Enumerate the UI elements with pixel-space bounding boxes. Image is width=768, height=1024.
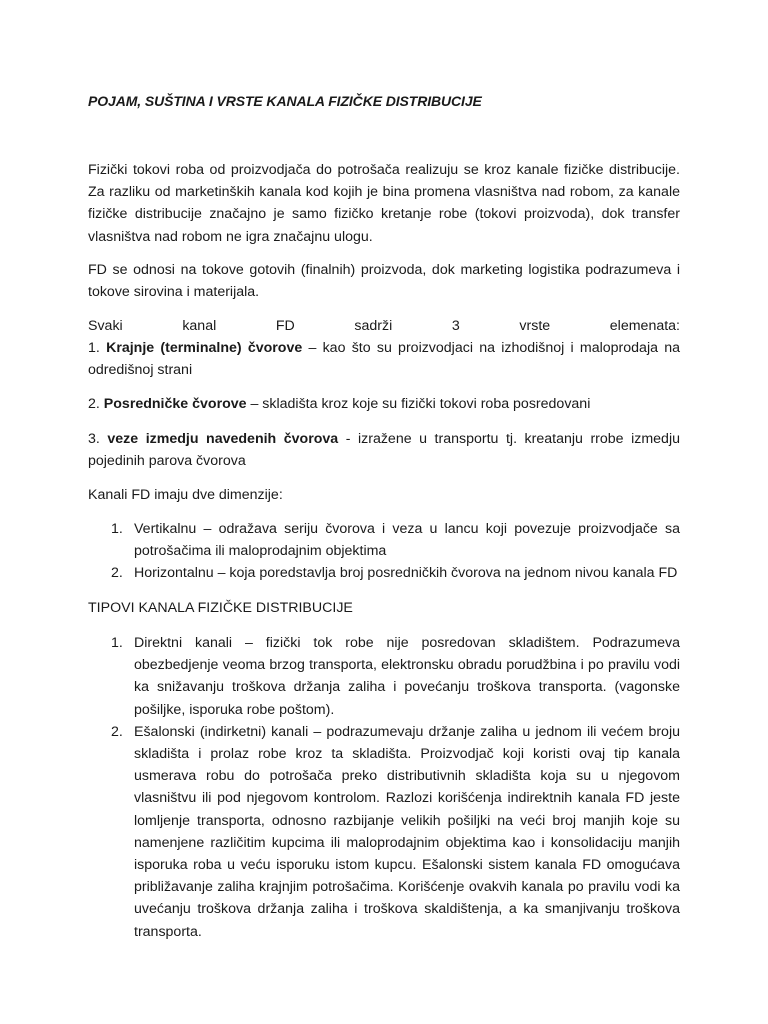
list-item [111, 632, 680, 721]
element-term: veze izmedju navedenih čvorova [107, 431, 339, 447]
element-description: – skladišta kroz koje su fizički tokovi roba posredovani [246, 396, 591, 412]
element-terminal-nodes [88, 337, 680, 381]
list-text: Ešalonski (indirketni) kanali – podrazumevaju držanje zaliha u jednom ili većem broju skladišta i prolaz robe kroz ta skladišta. Proizvodjač koji koristi ovaj tip kanala usmerava robu do potrošača preko distributivnih skladišta koja su u njegovom vlasništvu ili pod njegovom kontrolom. Razlozi korišćenja indirektnih kanala FD jeste lomljenje transporta, odnosno razbijanje velikih pošiljki na veći broj manjih koje su namenjene različitim kupcima ili maloprodajnim objektima kao i konsolidaciju manjih isporuka roba u veću isporuku istom kupcu. Ešalonski sistem kanala FD omogućava približavanje zaliha krajnjim potrošačima. Korišćenje ovakvih kanala po pravilu vodi ka uvećanju troškova držanja zaliha i troškova skaldištenja, a ka smanjivanju troškova transporta. [134, 723, 680, 940]
dimensions-list [111, 518, 680, 585]
dimensions-intro: Kanali FD imaju dve dimenzije: [88, 487, 283, 503]
element-term: Posredničke čvorove [103, 396, 247, 412]
intro-paragraph: Fizički tokovi roba od proizvodjača do potrošača realizuju se kroz kanale fizičke distribucije. Za razliku od marketinških kanala kod kojih je bina promena vlasništva nad robom, za kanale fizičke distribucije značajno je samo fizičko kretanje robe (tokovi proizvoda), dok transfer vlasništva nad robom ne igra značajnu ulogu. [88, 162, 680, 245]
list-number: 1. [111, 635, 123, 651]
list-text: Direktni kanali – fizički tok robe nije posredovan skladištem. Podrazumeva obezbedjenje veoma brzog transporta, elektronsku obradu porudžbina i po pravilu vodi ka snižavanju troškova držanja zaliha i povećanju troškova transporta. (vagonske pošiljke, isporuka robe poštom). [134, 635, 680, 718]
intro-word: sadrži [354, 318, 393, 334]
list-number: 2. [111, 565, 123, 582]
intro-word: FD [275, 318, 295, 334]
intro-word: 3 [451, 318, 460, 334]
section-heading: TIPOVI KANALA FIZIČKE DISTRIBUCIJE [88, 600, 353, 616]
document-title: POJAM, SUŠTINA I VRSTE KANALA FIZIČKE DISTRIBUCIJE [88, 93, 482, 109]
list-text: Horizontalnu – koja poredstavlja broj posredničkih čvorova na jednom nivou kanala FD [134, 565, 678, 582]
element-number: 2. [88, 396, 100, 412]
element-term: Krajnje (terminalne) čvorove [106, 340, 303, 357]
element-number: 3. [88, 431, 100, 447]
intro-word: vrste [519, 318, 551, 334]
element-description: - izražene u transportu tj. kreatanju rrobe izmedju pojedinih parova čvorova [88, 431, 680, 470]
list-item [111, 562, 680, 584]
list-item [111, 721, 680, 943]
list-number: 2. [111, 723, 123, 740]
elements-intro-line [88, 315, 680, 337]
intro-word: kanal [182, 318, 217, 334]
elements-block [88, 315, 680, 382]
intro-word: elemenata: [609, 318, 680, 334]
list-item [111, 518, 680, 562]
list-text: Vertikalnu – odražava seriju čvorova i veza u lancu koji povezuje proizvodjače sa potrošačima ili maloprodajnim objektima [134, 521, 680, 560]
intro-word: Svaki [88, 318, 123, 334]
fd-definition-paragraph: FD se odnosi na tokove gotovih (finalnih) proizvoda, dok marketing logistika podrazumeva i tokove sirovina i materijala. [88, 262, 680, 301]
list-number: 1. [111, 521, 123, 537]
element-description: – kao što su proizvodjaci na izhodišnoj i maloprodaja na odredišnoj strani [88, 340, 680, 379]
channel-types-list [111, 632, 680, 943]
element-intermediate-nodes [88, 393, 680, 415]
element-number: 1. [88, 340, 100, 357]
element-node-links [88, 428, 680, 472]
